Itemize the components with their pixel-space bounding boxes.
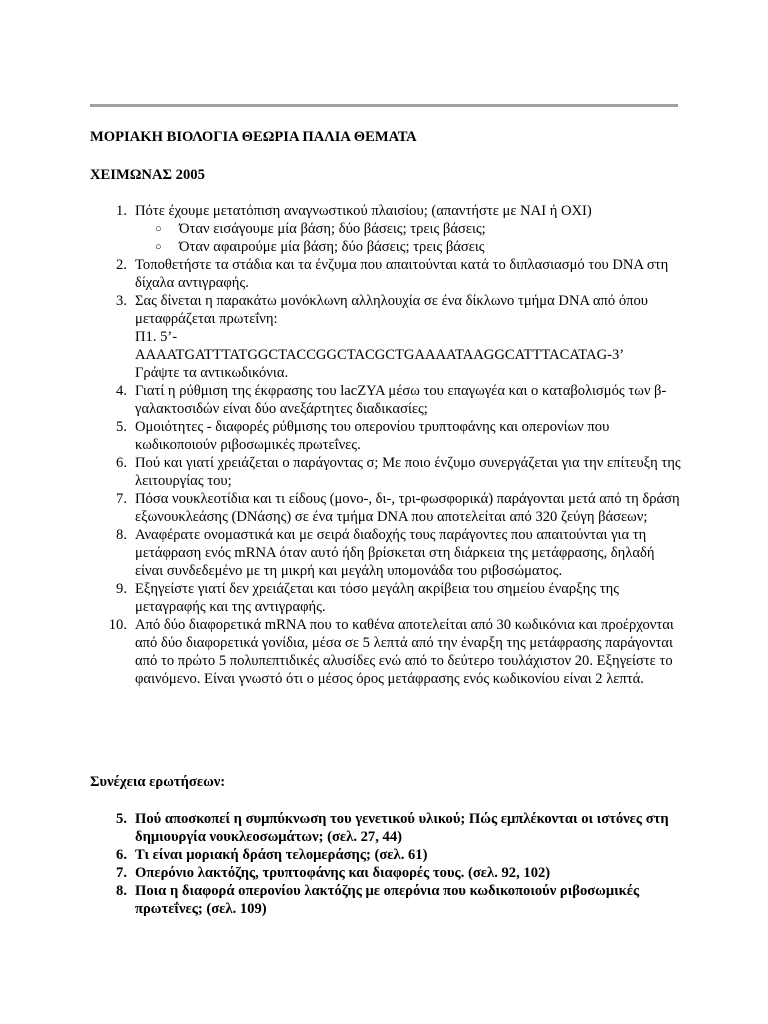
continuation-number: 7.: [116, 865, 127, 881]
continuation-number: 5.: [116, 811, 127, 827]
q1-option-text: Όταν αφαιρούμε μία βάση; δύο βάσεις; τρεις βάσεις: [179, 239, 485, 255]
question-number: 1.: [116, 203, 127, 219]
question-number: 8.: [116, 527, 127, 543]
continuation-item: [90, 846, 686, 864]
question-number: 7.: [116, 491, 127, 507]
question-item: [90, 256, 686, 292]
continuation-text: Οπερόνιο λακτόζης, τρυπτοφάνης και διαφορές τους. (σελ. 92, 102): [135, 865, 551, 881]
question-number: 10.: [108, 617, 127, 633]
dna-sequence: AAAATGATTTATGGCTACCGGCTACGCTGAAAATAAGGCATTTACATAG-3’: [135, 347, 625, 363]
continuation-item: [90, 882, 686, 918]
question-number: 4.: [116, 383, 127, 399]
questions-list: [90, 202, 686, 688]
sequence-label: Π1. 5’-: [135, 329, 178, 345]
q1-option: [135, 220, 686, 238]
sequence-instruction: Γράψτε τα αντικωδικόνια.: [135, 365, 289, 381]
q1-options-list: [135, 220, 686, 256]
question-item: [90, 616, 686, 688]
circle-bullet-icon: ○: [155, 241, 162, 253]
q1-option-text: Όταν εισάγουμε μία βάση; δύο βάσεις; τρεις βάσεις;: [179, 221, 486, 237]
question-text: Εξηγείστε γιατί δεν χρειάζεται και τόσο μεγάλη ακρίβεια του σημείου έναρξης της μεταγραφής και της αντιγραφής.: [135, 581, 620, 615]
question-number: 6.: [116, 455, 127, 471]
continuation-text: Ποια η διαφορά οπερονίου λακτόζης με οπερόνια που κωδικοποιούν ριβοσωμικές πρωτεΐνες; (σελ. 109): [135, 883, 640, 917]
continuation-text: Πού αποσκοπεί η συμπύκνωση του γενετικού υλικού; Πώς εμπλέκονται οι ιστόνες στη δημιουργία νουκλεοσωμάτων; (σελ. 27, 44): [135, 811, 669, 845]
question-text: Αναφέρατε ονομαστικά και με σειρά διαδοχής τους παράγοντες που απαιτούνται για τη μετάφραση ενός mRNA όταν αυτό ήδη βρίσκεται στη διάρκεια της μετάφρασης, δηλαδή είναι συνδεδεμένο με τη μικρή και μεγάλη υπομονάδα του ριβοσώματος.: [135, 527, 655, 579]
question-item: [90, 490, 686, 526]
question-text: Πού και γιατί χρειάζεται ο παράγοντας σ; Με ποιο ένζυμο συνεργάζεται για την επίτευξη της λειτουργίας του;: [135, 455, 681, 489]
circle-bullet-icon: ○: [155, 223, 162, 235]
question-item: [90, 580, 686, 616]
continuation-item: [90, 864, 686, 882]
question-text: Σας δίνεται η παρακάτω μονόκλωνη αλληλουχία σε ένα δίκλωνο τμήμα DNA από όπου μεταφράζεται πρωτεΐνη:: [135, 293, 649, 327]
question-number: 2.: [116, 257, 127, 273]
question-item: [90, 382, 686, 418]
continuation-heading: Συνέχεια ερωτήσεων:: [90, 774, 226, 790]
question-item: [90, 202, 686, 256]
continuation-text: Τι είναι μοριακή δράση τελομεράσης; (σελ. 61): [135, 847, 428, 863]
question-text: Τοποθετήστε τα στάδια και τα ένζυμα που απαιτούνται κατά το διπλασιασμό του DNA στη δίχαλα αντιγραφής.: [135, 257, 669, 291]
question-item: [90, 292, 686, 382]
continuation-number: 6.: [116, 847, 127, 863]
horizontal-rule: [90, 104, 678, 107]
continuation-item: [90, 810, 686, 846]
document-title: ΜΟΡΙΑΚΗ ΒΙΟΛΟΓΙΑ ΘΕΩΡΙΑ ΠΑΛΙΑ ΘΕΜΑΤΑ: [90, 129, 417, 145]
question-item: [90, 454, 686, 490]
question-text: Ομοιότητες - διαφορές ρύθμισης του οπερονίου τρυπτοφάνης και οπερονίων που κωδικοποιούν ριβοσωμικές πρωτεΐνες.: [135, 419, 610, 453]
question-item: [90, 526, 686, 580]
question-text: Πόσα νουκλεοτίδια και τι είδους (μονο-, δι-, τρι-φωσφορικά) παράγονται μετά από τη δράση εξωνουκλεάσης (DNάσης) σε ένα τμήμα DNA που αποτελείται από 320 ζεύγη βάσεων;: [135, 491, 680, 525]
question-item: [90, 418, 686, 454]
question-number: 5.: [116, 419, 127, 435]
question-text: Γιατί η ρύθμιση της έκφρασης του lacZYA μέσω του επαγωγέα και ο καταβολισμός των β-γαλακτοσιδών είναι δύο ανεξάρτητες διαδικασίες;: [135, 383, 667, 417]
section-heading: ΧΕΙΜΩΝΑΣ 2005: [90, 167, 205, 183]
question-text: Πότε έχουμε μετατόπιση αναγνωστικού πλαισίου; (απαντήστε με ΝΑΙ ή ΟΧΙ): [135, 203, 592, 219]
question-number: 9.: [116, 581, 127, 597]
question-number: 3.: [116, 293, 127, 309]
continuation-list: [90, 810, 686, 918]
question-text: Από δύο διαφορετικά mRNA που το καθένα αποτελείται από 30 κωδικόνια και προέρχονται από δύο διαφορετικά γονίδια, μέσα σε 5 λεπτά από την έναρξη της μετάφρασης παράγονται από το πρώτο 5 πολυπεπτιδικές αλυσίδες ενώ από το δεύτερο τουλάχιστον 20. Εξηγείστε το φαινόμενο. Είναι γνωστό ότι ο μέσος όρος μετάφρασης ενός κωδικονίου είναι 2 λεπτά.: [135, 617, 674, 687]
q1-option: [135, 238, 686, 256]
continuation-number: 8.: [116, 883, 127, 899]
